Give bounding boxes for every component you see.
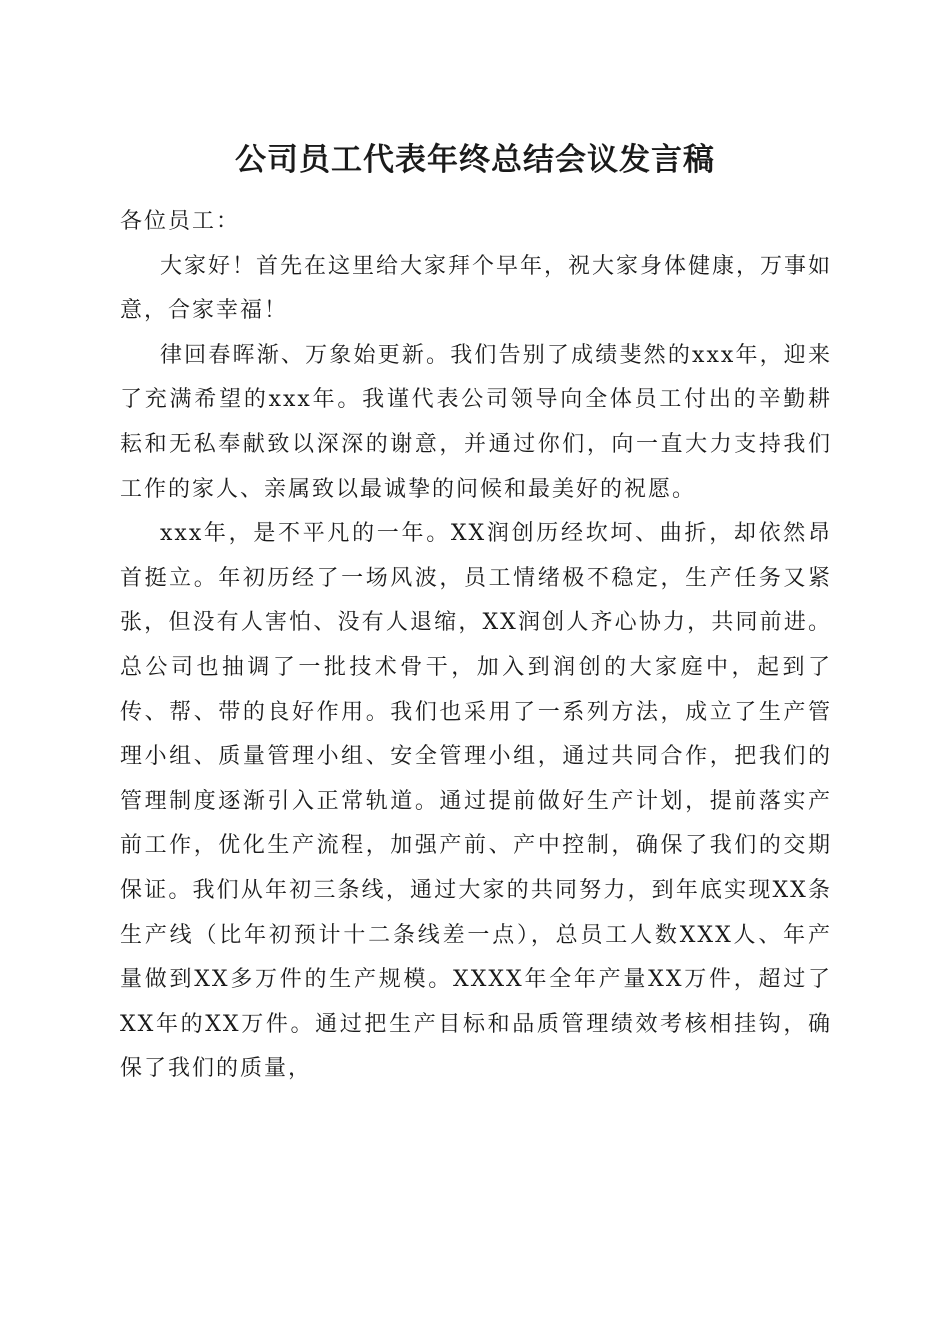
document-title: 公司员工代表年终总结会议发言稿 [235,142,715,178]
document-body [120,200,832,1092]
paragraph-thanks: 律回春晖渐、万象始更新。我们告别了成绩斐然的xxx年，迎来了充满希望的xxx年。我谨代表公司领导向全体员工付出的辛勤耕耘和无私奉献致以深深的谢意，并通过你们，向一直大力支持我们工作的家人、亲属致以最诚挚的问候和最美好的祝愿。 [120,342,832,502]
paragraph-greeting: 大家好！首先在这里给大家拜个早年，祝大家身体健康，万事如意，合家幸福！ [120,253,833,324]
salutation: 各位员工： [120,209,241,234]
paragraph-review: xxx年，是不平凡的一年。XX润创历经坎坷、曲折，却依然昂首挺立。年初历经了一场风波，员工情绪极不稳定，生产任务又紧张，但没有人害怕、没有人退缩，XX润创人齐心协力，共同前进。总公司也抽调了一批技术骨干，加入到润创的大家庭中，起到了传、帮、带的良好作用。我们也采用了一系列方法，成立了生产管理小组、质量管理小组、安全管理小组，通过共同合作，把我们的管理制度逐渐引入正常轨道。通过提前做好生产计划，提前落实产前工作，优化生产流程，加强产前、产中控制，确保了我们的交期保证。我们从年初三条线，通过大家的共同努力，到年底实现XX条生产线（比年初预计十二条线差一点），总员工人数XXX人、年产量做到XX多万件的生产规模。XXXX年全年产量XX万件，超过了XX年的XX万件。通过把生产目标和品质管理绩效考核相挂钩，确保了我们的质量， [120,521,832,1082]
